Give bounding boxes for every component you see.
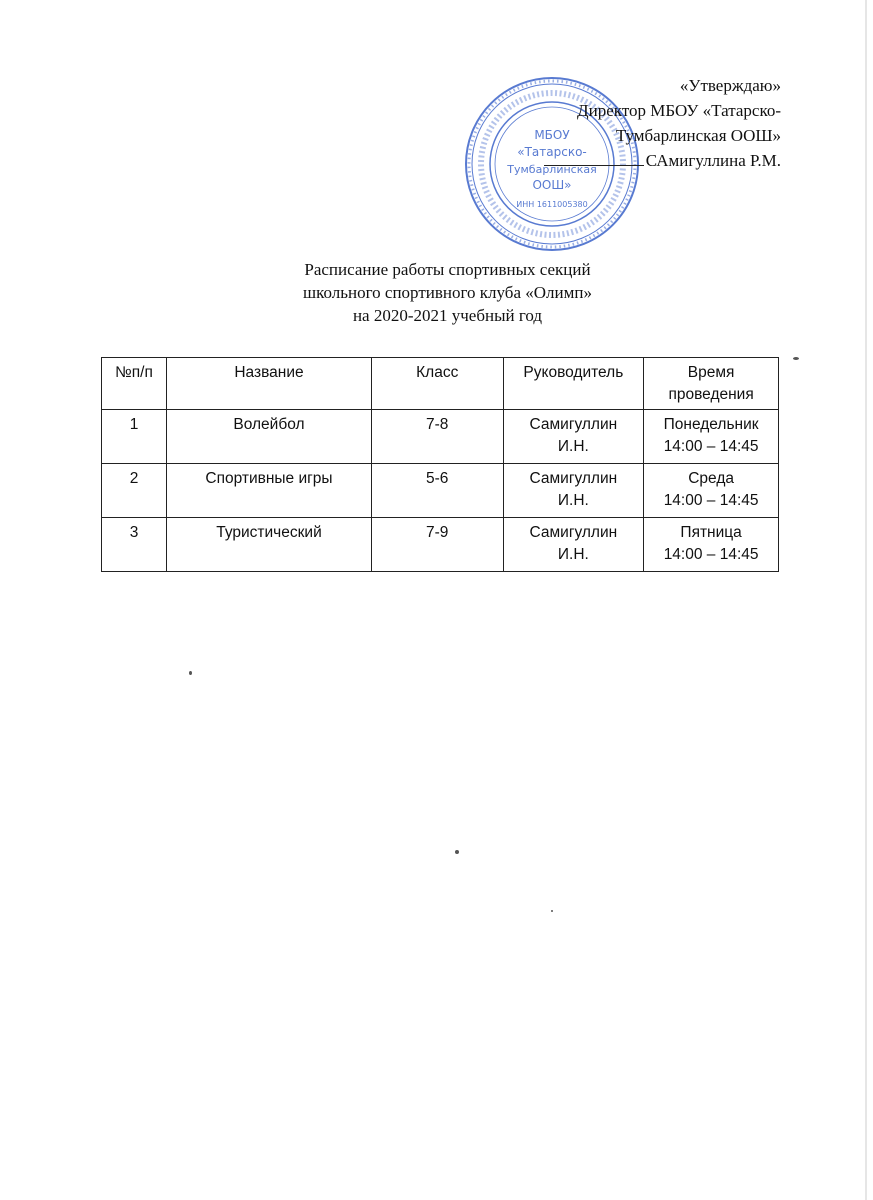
scan-speck [189,671,192,675]
title-line-2: школьного спортивного клуба «Олимп» [303,283,592,302]
cell-name: Туристический [167,518,372,572]
header-num: №п/п [102,358,167,410]
leader-initials: И.Н. [557,546,589,563]
cell-time [644,464,779,518]
table-row [102,518,779,572]
leader-surname: Самигуллин [529,470,618,487]
table-header-row [102,358,779,410]
stamp-text-2: «Татарско- [517,145,587,159]
leader-surname: Самигуллин [529,524,618,541]
header-leader: Руководитель [503,358,644,410]
weekday: Среда [688,470,734,487]
signer-name: САмигуллина Р.М. [645,151,781,170]
cell-grade: 7-9 [371,518,503,572]
header-name: Название [167,358,372,410]
weekday: Понедельник [663,416,759,433]
stamp-text-1: МБОУ [534,128,570,142]
stamp-inn: ИНН 1611005380 [516,200,588,209]
time-range: 14:00 – 14:45 [663,438,759,455]
leader-surname: Самигуллин [529,416,618,433]
approval-position: Директор МБОУ «Татарско- [577,101,781,120]
stamp-text-4: ООШ» [532,178,572,192]
weekday: Пятница [680,524,742,541]
cell-num: 3 [102,518,167,572]
cell-leader [503,410,644,464]
time-range: 14:00 – 14:45 [663,546,759,563]
time-range: 14:00 – 14:45 [663,492,759,509]
cell-name: Волейбол [167,410,372,464]
leader-initials: И.Н. [557,492,589,509]
header-time [644,358,779,410]
schedule-table [101,357,779,572]
scan-speck [455,850,459,854]
cell-name: Спортивные игры [167,464,372,518]
cell-leader [503,464,644,518]
header-time-line-1: Время [687,364,735,381]
cell-num: 2 [102,464,167,518]
signature-line [544,151,644,166]
approval-signature [544,148,781,173]
cell-leader [503,518,644,572]
table-row [102,464,779,518]
header-grade: Класс [371,358,503,410]
scan-speck [551,910,553,912]
approval-block [544,73,781,173]
approval-school: Тумбарлинская ООШ» [615,126,781,145]
stamp-text-3: Тумбарлинская [507,163,597,176]
table-row [102,410,779,464]
cell-time [644,518,779,572]
document-title [0,258,873,327]
title-line-3: на 2020-2021 учебный год [352,306,543,325]
page-edge-shadow [865,0,867,1200]
cell-time [644,410,779,464]
cell-grade: 5-6 [371,464,503,518]
scan-speck [793,357,799,360]
header-time-line-2: проведения [668,386,754,403]
title-line-1: Расписание работы спортивных секций [304,260,591,279]
cell-grade: 7-8 [371,410,503,464]
approval-heading: «Утверждаю» [679,76,781,95]
cell-num: 1 [102,410,167,464]
leader-initials: И.Н. [557,438,589,455]
